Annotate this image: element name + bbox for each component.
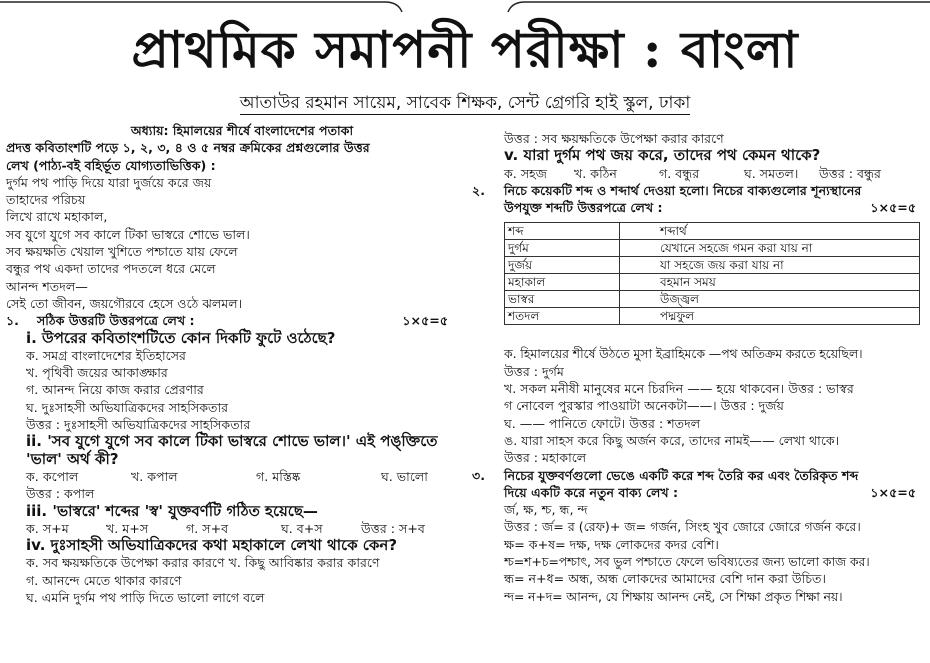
q1-marks: ১×৫=৫ [402,313,448,329]
answer-line: ন্দ= ন+দ= আনন্দ, যে শিক্ষায় আনন্দ নেই, সে শিক্ষা প্রকৃত শিক্ষা নয়। [504,588,843,604]
option: ঘ. ব+স [281,520,323,536]
poem-line: সব ক্ষয়ক্ষতি খেয়াল খুশিতে পশ্চাতে যায় ফেলে [6,244,238,260]
answer: উত্তর : দুঃসাহসী অভিযাত্রিকদের সাহসিকতার [26,417,251,433]
table-header-row [505,223,920,240]
table-row: শতদল পদ্মফুল [505,308,920,325]
q3-marks: ১×৫=৫ [870,484,916,500]
fill-blank-item: খ. সকল মনীষী মানুষের মনে চিরদিন —— হয়ে থাকবেন। উত্তর : ভাস্বর [504,381,854,397]
answer-line: শ্চ=শ+চ=পশ্চাৎ, সব ভুল পশ্চাতে ফেলে ভবিষ্যতের জন্য ভালো কাজ কর। [504,554,870,570]
option: গ. মস্তিষ্ক [256,468,301,484]
option: ঘ. ভালো [381,468,428,484]
poem-line: বন্ধুর পথ একদা তাদের পদতলে ধরে মেলে [6,261,216,277]
option: ঘ. সমতল। [744,165,799,181]
q1-iii-options [6,520,458,537]
answer: উত্তর : দুর্গম [504,363,564,379]
option: ক. সহজ [504,165,548,181]
table-row: দুর্গম যেখানে সহজে গমন করা যায় না [505,240,920,257]
option: খ. কপাল [131,468,178,484]
q1-heading: ১. সঠিক উত্তরটি উত্তরপত্রে লেখ : ১×৫=৫ [6,313,448,329]
answer-line: ন্ধ= ন+ধ= অন্ধ, অন্ধ লোকদের আমাদের বেশি দান করা উচিত। [504,571,827,587]
q1-i-question: i. উপরের কবিতাংশটিতে কোন দিকটি ফুটে ওঠেছে? [26,328,336,347]
page-title: প্রাথমিক সমাপনী পরীক্ষা : বাংলা [131,20,799,79]
option: খ. ম+স [106,520,149,536]
poem-line: তাহাদের পরিচয় [6,192,86,208]
fill-blank-item: ক. হিমালয়ের শীর্ষে উঠতে মুসা ইব্রাহিমকে —পথ অতিক্রম করতে হয়েছিল। [504,346,863,362]
q2-heading-line2: উপযুক্ত শব্দটি উত্তরপত্রে লেখ : ১×৫=৫ [504,200,916,216]
word-meaning-table [504,222,920,325]
q1-iv-question: iv. দুঃসাহসী অভিযাত্রিকদের কথা মহাকালে লেখা থাকে কেন? [26,536,398,555]
option: ক. কপোল [26,468,79,484]
author-line: আতাউর রহমান সায়েম, সাবেক শিক্ষক, সেন্ট গ্রেগরি হাই স্কুল, ঢাকা [239,93,691,113]
q1-v-question: v. যারা দুর্গম পথ জয় করে, তাদের পথ কেমন থাকে? [504,146,821,165]
poem-line: লিখে রাখে মহাকাল, [6,209,108,225]
q3-heading-line2: দিয়ে একটি করে নতুন বাক্য লেখ : ১×৫=৫ [504,484,916,500]
q1-ii-question-cont: 'ভাল' অর্থ কী? [26,449,119,468]
option: গ. স+ব [186,520,229,536]
table-row: মহাকাল বহমান সময় [505,274,920,291]
q1-ii-question: ii. 'সব যুগে যুগে সব কালে টিকা ভাস্বরে শোভে ভাল।' এই পঙ্‌ক্তিতে [26,432,438,451]
poem-line: আনন্দ শতদল— [6,278,88,294]
option: ক. সব ক্ষয়ক্ষতিকে উপেক্ষা করার কারণে খ. কিছু আবিষ্কার করার কারণে [26,555,380,571]
fill-blank-item: গ নোবেল পুরস্কার পাওয়াটা অনেকটা——। উত্তর : দুর্জয় [504,398,784,414]
instruction-line-1: প্রদত্ত কবিতাংশটি পড়ে ১, ২, ৩, ৪ ও ৫ নম্বর ক্রমিকের প্রশ্নগুলোর উত্তর [6,140,370,156]
top-border-decoration [0,0,930,14]
conjunct-list: র্জ, ক্ষ, শ্চ, ন্ধ, ন্দ [504,502,588,518]
q2-marks: ১×৫=৫ [870,200,916,216]
table-header: শব্দার্থ [620,223,920,240]
poem-line: সেই তো জীবন, জয়গৌরবে হেসে ওঠে ঝলমল। [6,295,243,311]
q2-heading-line1: ২. নিচে কয়েকটি শব্দ ও শব্দার্থ দেওয়া হলো। নিচের বাক্যগুলোর শূন্যস্থানের [472,182,862,198]
answer: উত্তর : মহাকালে [504,450,587,466]
left-column [6,122,458,606]
q3-heading-line1: ৩. নিচের যুক্তবর্ণগুলো ভেঙে একটি করে শব্দ তৈরি কর এবং তৈরিকৃত শব্দ [472,467,859,483]
option: ঘ. দুঃসাহসী অভিযাত্রিকদের সাহসিকতার [26,399,229,415]
answer-line: উত্তর : র্জ= র (রেফ)+ জ= গর্জন, সিংহ খুব জোরে জোরে গর্জন করে। [504,519,861,535]
q1-iii-question: iii. 'ভাস্বরে' শব্দের 'স্ব' যুক্তবর্ণটি গঠিত হয়েছে— [26,501,318,520]
option: গ. আনন্দে মেতে থাকার কারণে [26,572,182,588]
answer-line: ক্ষ= ক+ষ= দক্ষ, দক্ষ লোকদের কদর বেশি। [504,536,719,552]
table-header: শব্দ [505,223,620,240]
answer: উত্তর : কপাল [26,486,95,502]
table-row: ভাস্বর উজ্জ্বল [505,291,920,308]
option: খ. পৃথিবী জয়ের আকাঙ্ক্ষার [26,365,168,381]
poem-line: দুর্গম পথ পাড়ি দিয়ে যারা দুর্জয়ে করে জয় [6,174,212,190]
option: ক. স+ম [26,520,69,536]
poem-line: সব যুগে যুগে সব কালে টিকা ভাস্বরে শোভে ভাল। [6,226,250,242]
q1-ii-options [6,468,458,485]
instruction-line-2: লেখ (পাঠ্য-বই বহির্ভূত যোগ্যতাভিত্তিক) : [6,157,216,173]
table-row: দুর্জয় যা সহজে জয় করা যায় না [505,257,920,274]
fill-blank-item: ঘ. —— পানিতে ফোটে। উত্তর : শতদল [504,415,701,431]
chapter-heading: অধ্যায়: হিমালয়ের শীর্ষে বাংলাদেশের পতাকা [130,123,354,138]
option: ক. সমগ্র বাংলাদেশের ইতিহাসের [26,347,186,363]
q1-v-options [472,165,922,182]
right-column [472,130,922,605]
option: গ. আনন্দ নিয়ে কাজ করার প্রেরণার [26,382,204,398]
answer: উত্তর : স+ব [361,520,425,536]
option: ঘ. এমনি দুর্গম পথ পাড়ি দিতে ভালো লাগে বলে [26,590,265,606]
option: গ. বন্ধুর [659,165,700,181]
answer: উত্তর : বন্ধুর [819,165,881,181]
fill-blank-item: ঙ. যারা সাহস করে কিছু অর্জন করে, তাদের নামই—— লেখা থাকে। [504,432,840,448]
answer: উত্তর : সব ক্ষয়ক্ষতিকে উপেক্ষা করার কারণে [504,131,724,146]
option: খ. কঠিন [574,165,617,181]
